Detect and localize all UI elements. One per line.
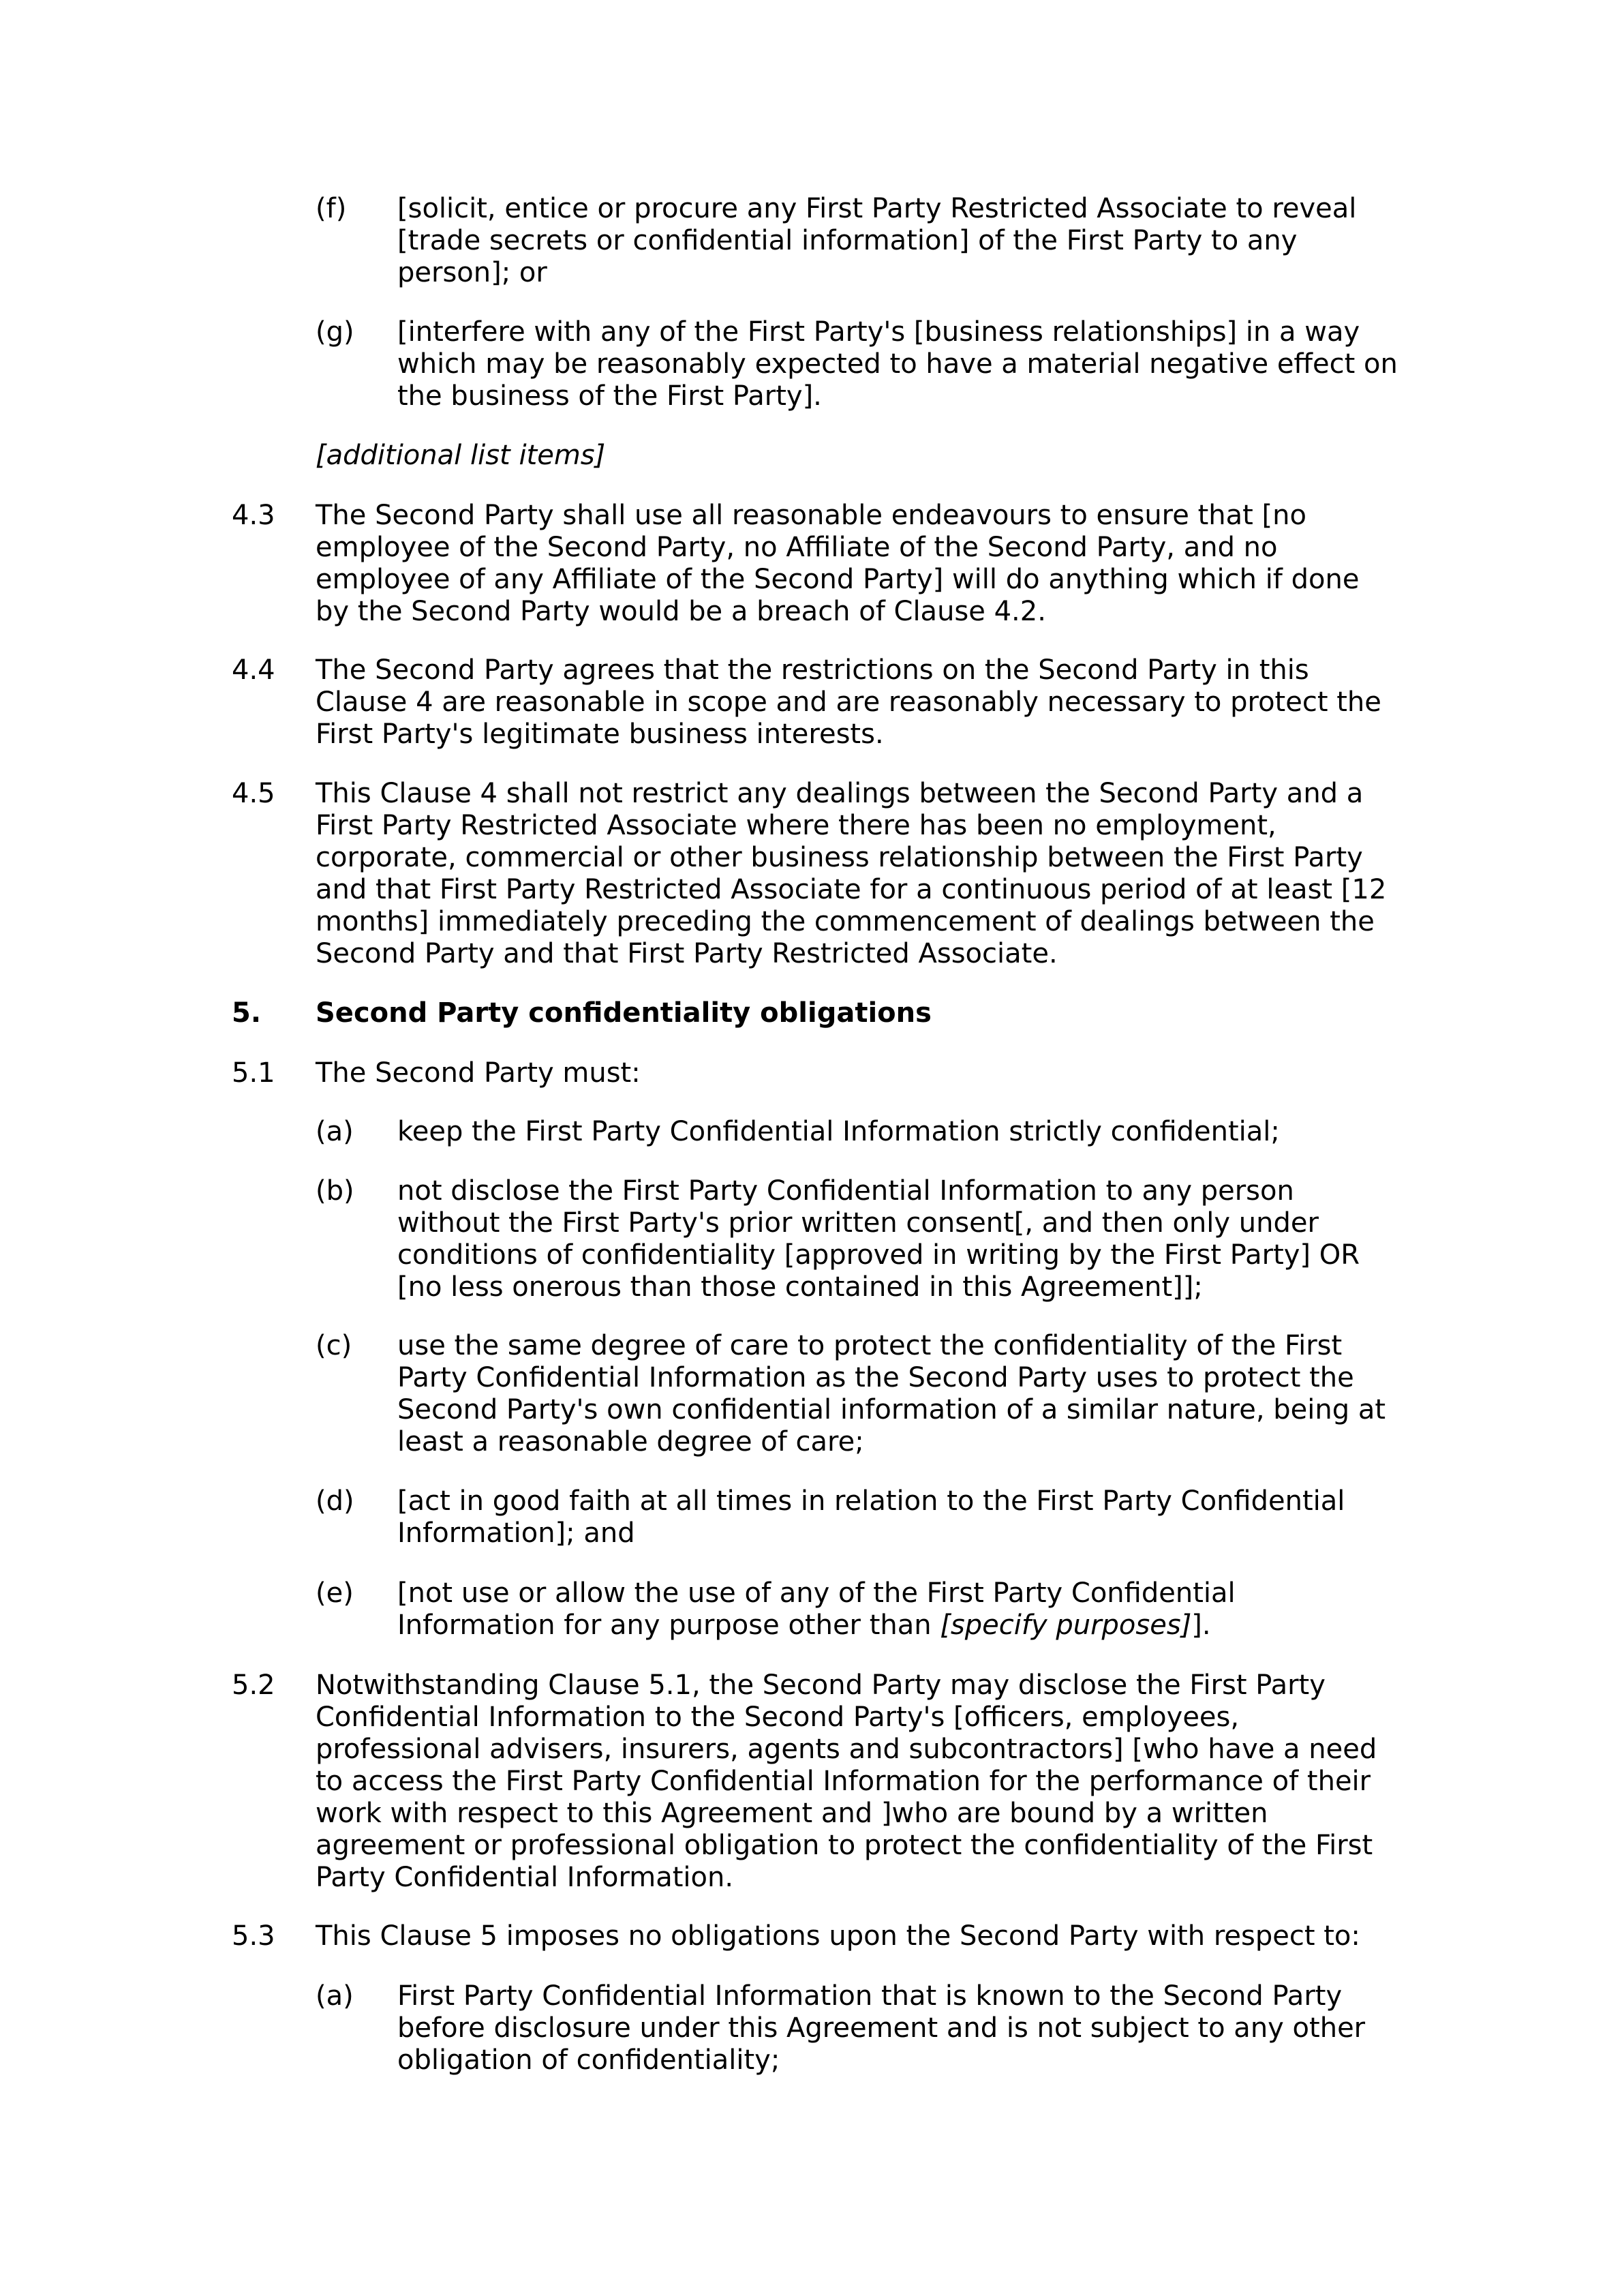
list-item-label: (d): [316, 1485, 354, 1517]
section-title: Second Party confidentiality obligations: [316, 997, 932, 1029]
list-item-text: [act in good faith at all times in relation to the First Party Confidential Information]; and: [397, 1485, 1345, 1549]
list-item-label: (f): [316, 193, 347, 224]
list-item-label: (a): [316, 1116, 354, 1147]
list-item-label: (g): [316, 316, 354, 348]
list-item-text: not disclose the First Party Confidential Information to any person without the First Party's prior written consent[, and then only under conditions of confidentiality [approved in writing by the First Party] OR [no less onerous than those contained in this Agreement]];: [397, 1175, 1360, 1303]
clause-number: 4.3: [232, 500, 275, 531]
list-item-text-placeholder: [specify purposes]: [940, 1610, 1192, 1641]
list-item-label: (b): [316, 1175, 354, 1207]
clause-text: The Second Party shall use all reasonable endeavours to ensure that [no employee of the Second Party, no Affiliate of the Second Party, and no employee of any Affiliate of the Second Party] will do anything which if done by the Second Party would be a breach of Clause 4.2.: [316, 500, 1360, 627]
list-item-text-after: ].: [1191, 1610, 1211, 1641]
clause-number: 5.1: [232, 1057, 275, 1089]
clause-text: The Second Party must:: [316, 1057, 641, 1089]
clause-text: The Second Party agrees that the restrictions on the Second Party in this Clause 4 are reasonable in scope and are reasonably necessary to protect the First Party's legitimate business interests.: [316, 654, 1381, 750]
list-item-text: use the same degree of care to protect the confidentiality of the First Party Confidential Information as the Second Party uses to protect the Second Party's own confidential information of a similar nature, being at least a reasonable degree of care;: [397, 1330, 1386, 1457]
list-item-text: keep the First Party Confidential Information strictly confidential;: [397, 1116, 1280, 1147]
list-item-text: First Party Confidential Information that is known to the Second Party before disclosure under this Agreement and is not subject to any other obligation of confidentiality;: [397, 1980, 1366, 2076]
list-item-text-before: [not use or allow the use of any of the First Party Confidential Information for any purpose other than: [397, 1577, 1236, 1641]
clause-number: 4.5: [232, 778, 275, 809]
clause-number: 5.3: [232, 1920, 275, 1952]
clause-number: 5.2: [232, 1670, 275, 1701]
list-item-text: [interfere with any of the First Party's [business relationships] in a way which may be reasonably expected to have a material negative effect on the business of the First Party].: [397, 316, 1398, 412]
list-item-text: [397, 1577, 1399, 1642]
list-item-text: [solicit, entice or procure any First Party Restricted Associate to reveal [trade secrets or confidential information] of the First Party to any person]; or: [397, 193, 1357, 288]
list-item-label: (a): [316, 1980, 354, 2012]
clause-text: This Clause 4 shall not restrict any dealings between the Second Party and a First Party Restricted Associate where there has been no employment, corporate, commercial or other business relationship between the First Party and that First Party Restricted Associate for a continuous period of at least [12 months] immediately preceding the commencement of dealings between the Second Party and that First Party Restricted Associate.: [316, 778, 1387, 969]
clause-text: Notwithstanding Clause 5.1, the Second Party may disclose the First Party Confidential Information to the Second Party's [officers, employees, professional advisers, insurers, agents and subcontractors] [who have a need to access the First Party Confidential Information for the performance of their work with respect to this Agreement and ]who are bound by a written agreement or professional obligation to protect the confidentiality of the First Party Confidential Information.: [316, 1670, 1377, 1893]
section-number: 5.: [232, 997, 262, 1029]
clause-number: 4.4: [232, 654, 275, 686]
placeholder-text: [additional list items]: [316, 440, 606, 471]
list-item-label: (c): [316, 1330, 352, 1361]
list-item-label: (e): [316, 1577, 354, 1609]
clause-text: This Clause 5 imposes no obligations upon the Second Party with respect to:: [316, 1920, 1360, 1952]
